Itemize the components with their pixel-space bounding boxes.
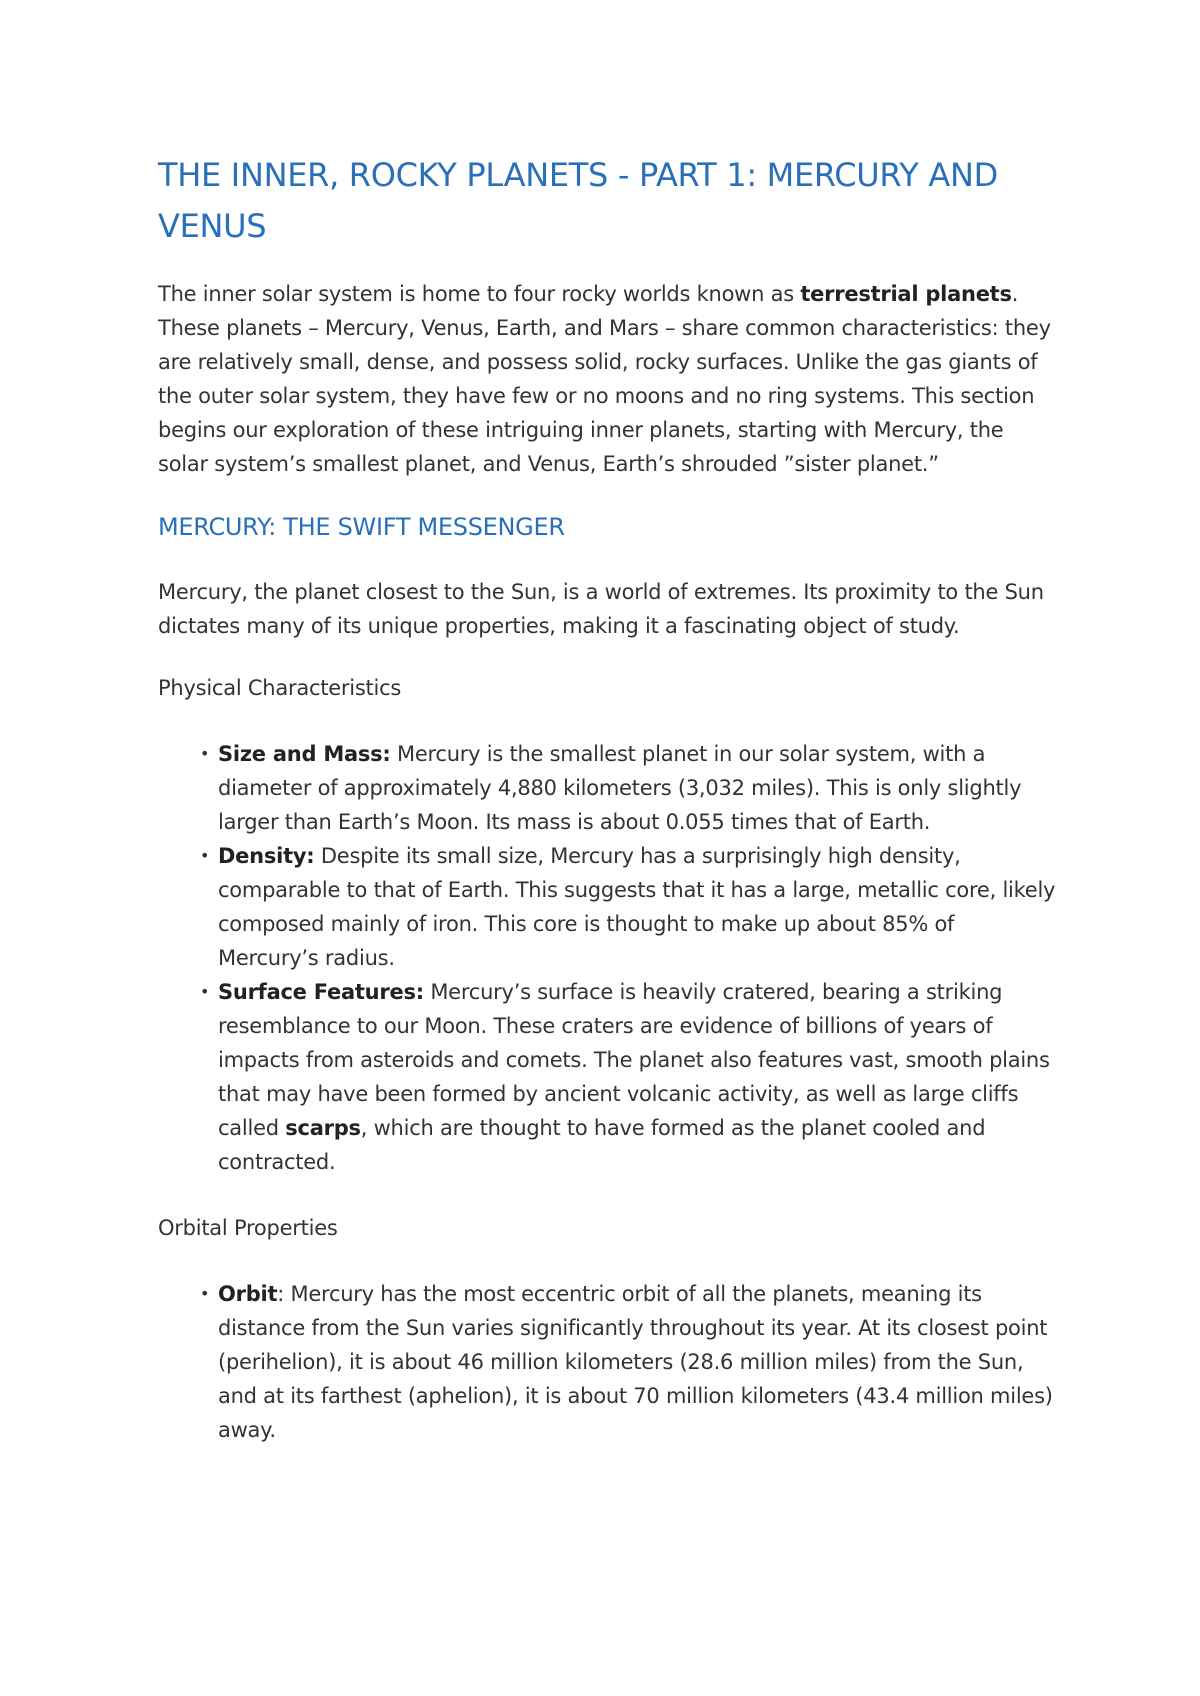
intro-bold-term: terrestrial planets bbox=[800, 282, 1012, 306]
list-item bbox=[200, 737, 1058, 839]
mercury-intro-paragraph: Mercury, the planet closest to the Sun, is a world of extremes. Its proximity to the Sun dictates many of its unique properties, making it a fascinating object of study. bbox=[158, 580, 1044, 638]
document-page bbox=[158, 150, 1058, 1479]
list-item-label: Orbit bbox=[218, 1282, 278, 1306]
physical-characteristics-heading: Physical Characteristics bbox=[158, 676, 402, 700]
intro-paragraph bbox=[158, 277, 1058, 481]
intro-text-2: . These planets – Mercury, Venus, Earth, and Mars – share common characteristics: they are relatively small, dense, and possess solid, rocky surfaces. Unlike the gas giants of the outer solar system, they have few or no moons and no ring systems. This section begins our exploration of these intriguing inner planets, starting with Mercury, the solar system’s smallest planet, and Venus, Earth’s shrouded ”sister planet.” bbox=[158, 282, 1051, 476]
list-item-label: Size and Mass: bbox=[218, 742, 391, 766]
bullet-icon: • bbox=[200, 846, 210, 865]
list-item bbox=[200, 975, 1058, 1179]
intro-text-1: The inner solar system is home to four rocky worlds known as bbox=[158, 282, 801, 306]
list-item-text: : Mercury has the most eccentric orbit of all the planets, meaning its distance from the Sun varies significantly throughout its year. At its closest point (perihelion), it is about 46 million kilometers (28.6 million miles) from the Sun, and at its farthest (aphelion), it is about 70 million kilometers (43.4 million miles) away. bbox=[218, 1282, 1053, 1442]
list-item-text: Mercury’s surface is heavily cratered, bearing a striking resemblance to our Moon. These craters are evidence of billions of years of impacts from asteroids and comets. The planet also features vast, smooth plains that may have been formed by ancient volcanic activity, as well as large cliffs called bbox=[218, 980, 1050, 1140]
physical-characteristics-list bbox=[158, 737, 1058, 1179]
list-item-text: Despite its small size, Mercury has a surprisingly high density, comparable to that of Earth. This suggests that it has a large, metallic core, likely composed mainly of iron. This core is thought to make up about 85% of Mercury’s radius. bbox=[218, 844, 1056, 970]
bullet-icon: • bbox=[200, 744, 210, 763]
bullet-icon: • bbox=[200, 982, 210, 1001]
list-item bbox=[200, 839, 1058, 975]
list-item-text: Mercury is the smallest planet in our solar system, with a diameter of approximately 4,880 kilometers (3,032 miles). This is only slightly larger than Earth’s Moon. Its mass is about 0.055 times that of Earth. bbox=[218, 742, 1022, 834]
bullet-icon: • bbox=[200, 1284, 210, 1303]
list-item-text-continued: , which are thought to have formed as the planet cooled and contracted. bbox=[218, 1116, 986, 1174]
list-item-label: Density: bbox=[218, 844, 315, 868]
list-item bbox=[200, 1277, 1058, 1447]
list-item-label: Surface Features: bbox=[218, 980, 424, 1004]
mercury-heading: MERCURY: THE SWIFT MESSENGER bbox=[158, 513, 565, 541]
list-item-bold-term: scarps bbox=[285, 1116, 361, 1140]
orbital-properties-heading: Orbital Properties bbox=[158, 1216, 338, 1240]
page-title: THE INNER, ROCKY PLANETS - PART 1: MERCURY AND VENUS bbox=[158, 156, 998, 245]
orbital-properties-list bbox=[158, 1277, 1058, 1447]
